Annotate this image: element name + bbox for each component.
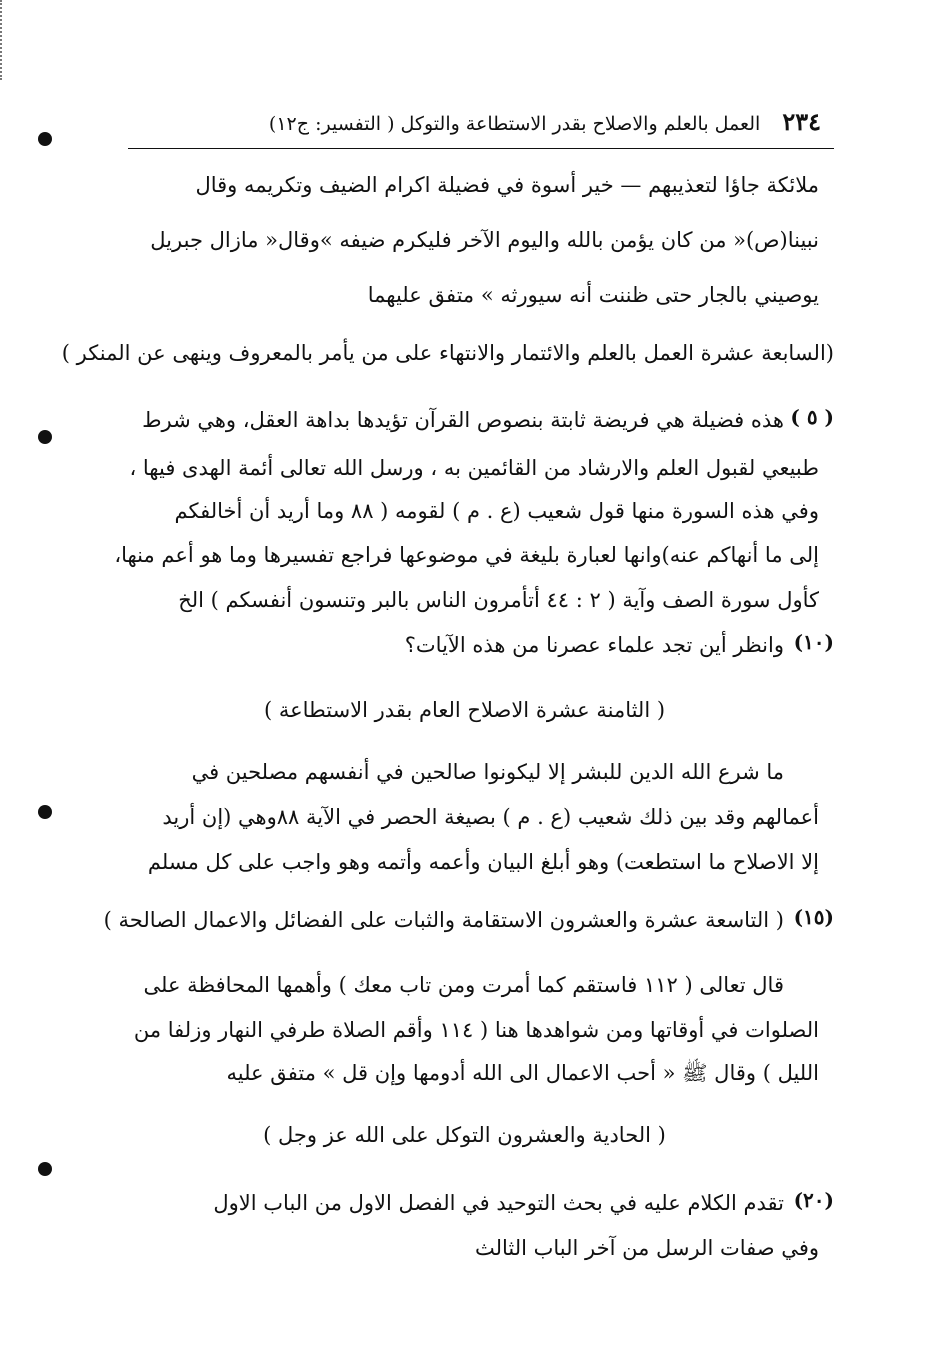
- text-line: وفي هذه السورة منها قول شعيب (ع . م ) لقومه ( ٨٨ وما أريد أن أخالفكم: [174, 499, 819, 523]
- text-line: كأول سورة الصف وآية ( ٢ : ٤٤ أتأمرون الناس بالبر وتنسون أنفسكم ) الخ: [178, 588, 819, 612]
- margin-number: ( ٥ ): [790, 405, 834, 429]
- text-line: الصلوات في أوقاتها ومن شواهدها هنا ( ١١٤ وأقم الصلاة طرفي النهار وزلفا من: [133, 1018, 819, 1042]
- punch-hole: [38, 132, 52, 146]
- text-line: ما شرع الله الدين للبشر إلا ليكونوا صالحين في أنفسهم مصلحين في: [191, 760, 784, 784]
- text-line: تقدم الكلام عليه في بحث التوحيد في الفصل الاول من الباب الاول: [213, 1191, 784, 1215]
- text-line: طبيعي لقبول العلم والارشاد من القائمين به ، ورسل الله تعالى أئمة الهدى فيها ،: [129, 456, 819, 480]
- page-number: ٢٣٤: [782, 107, 821, 136]
- running-title: العمل بالعلم والاصلاح بقدر الاستطاعة والتوكل ( التفسير: ج١٢): [268, 113, 761, 135]
- section-heading: ( التاسعة عشرة والعشرون الاستقامة والثبات على الفضائل والاعمال الصالحة ): [103, 908, 784, 932]
- text-line: ملائكة جاؤا لتعذيبهم — خير أسوة في فضيلة اكرام الضيف وتكريمه وقال: [195, 173, 819, 197]
- text-line: إلا الاصلاح ما استطعت) وهو أبلغ البيان وأعمه وأتمه وهو واجب على كل مسلم: [147, 850, 819, 874]
- header-rule: [128, 148, 834, 149]
- text-line: وفي صفات الرسل من آخر الباب الثالث: [474, 1236, 819, 1260]
- section-heading: ( الثامنة عشرة الاصلاح العام بقدر الاستطاعة ): [263, 698, 666, 722]
- margin-number: (٢٠): [793, 1188, 834, 1212]
- text-line: الليل ) وقال ﷺ « أحب الاعمال الى الله أدومها وإن قل » متفق عليه: [226, 1061, 819, 1085]
- text-line: أعمالهم وقد بين ذلك شعيب (ع . م ) بصيغة الحصر في الآية ٨٨وهي (إن أريد: [162, 805, 819, 829]
- section-heading: ( الحادية والعشرون التوكل على الله عز وجل ): [263, 1123, 666, 1147]
- text-line: إلى ما أنهاكم عنه)وانها لعبارة بليغة في موضوعها فراجع تفسيرها وما هو أعم منها،: [114, 543, 819, 567]
- text-line: يوصيني بالجار حتى ظننت أنه سيورثه » متفق عليهما: [367, 283, 819, 307]
- punch-hole: [38, 1162, 52, 1176]
- punch-hole: [38, 805, 52, 819]
- margin-number: (١٥): [793, 905, 834, 929]
- scan-edge-marks: [0, 0, 8, 80]
- margin-number: (١٠): [793, 630, 834, 654]
- running-header: [121, 107, 821, 139]
- punch-hole: [38, 430, 52, 444]
- section-heading: (السابعة عشرة العمل بالعلم والائتمار والانتهاء على من يأمر بالمعروف وينهى عن المنكر ): [61, 341, 834, 365]
- text-line: نبينا(ص)« من كان يؤمن بالله واليوم الآخر فليكرم ضيفه »وقال« مازال جبريل: [150, 228, 819, 252]
- text-line: هذه فضيلة هي فريضة ثابتة بنصوص القرآن تؤيدها بداهة العقل، وهي شرط: [142, 408, 784, 432]
- text-line: قال تعالى ( ١١٢ فاستقم كما أمرت ومن تاب معك ) وأهمها المحافظة على: [143, 973, 784, 997]
- text-line: وانظر أين تجد علماء عصرنا من هذه الآيات؟: [404, 633, 784, 657]
